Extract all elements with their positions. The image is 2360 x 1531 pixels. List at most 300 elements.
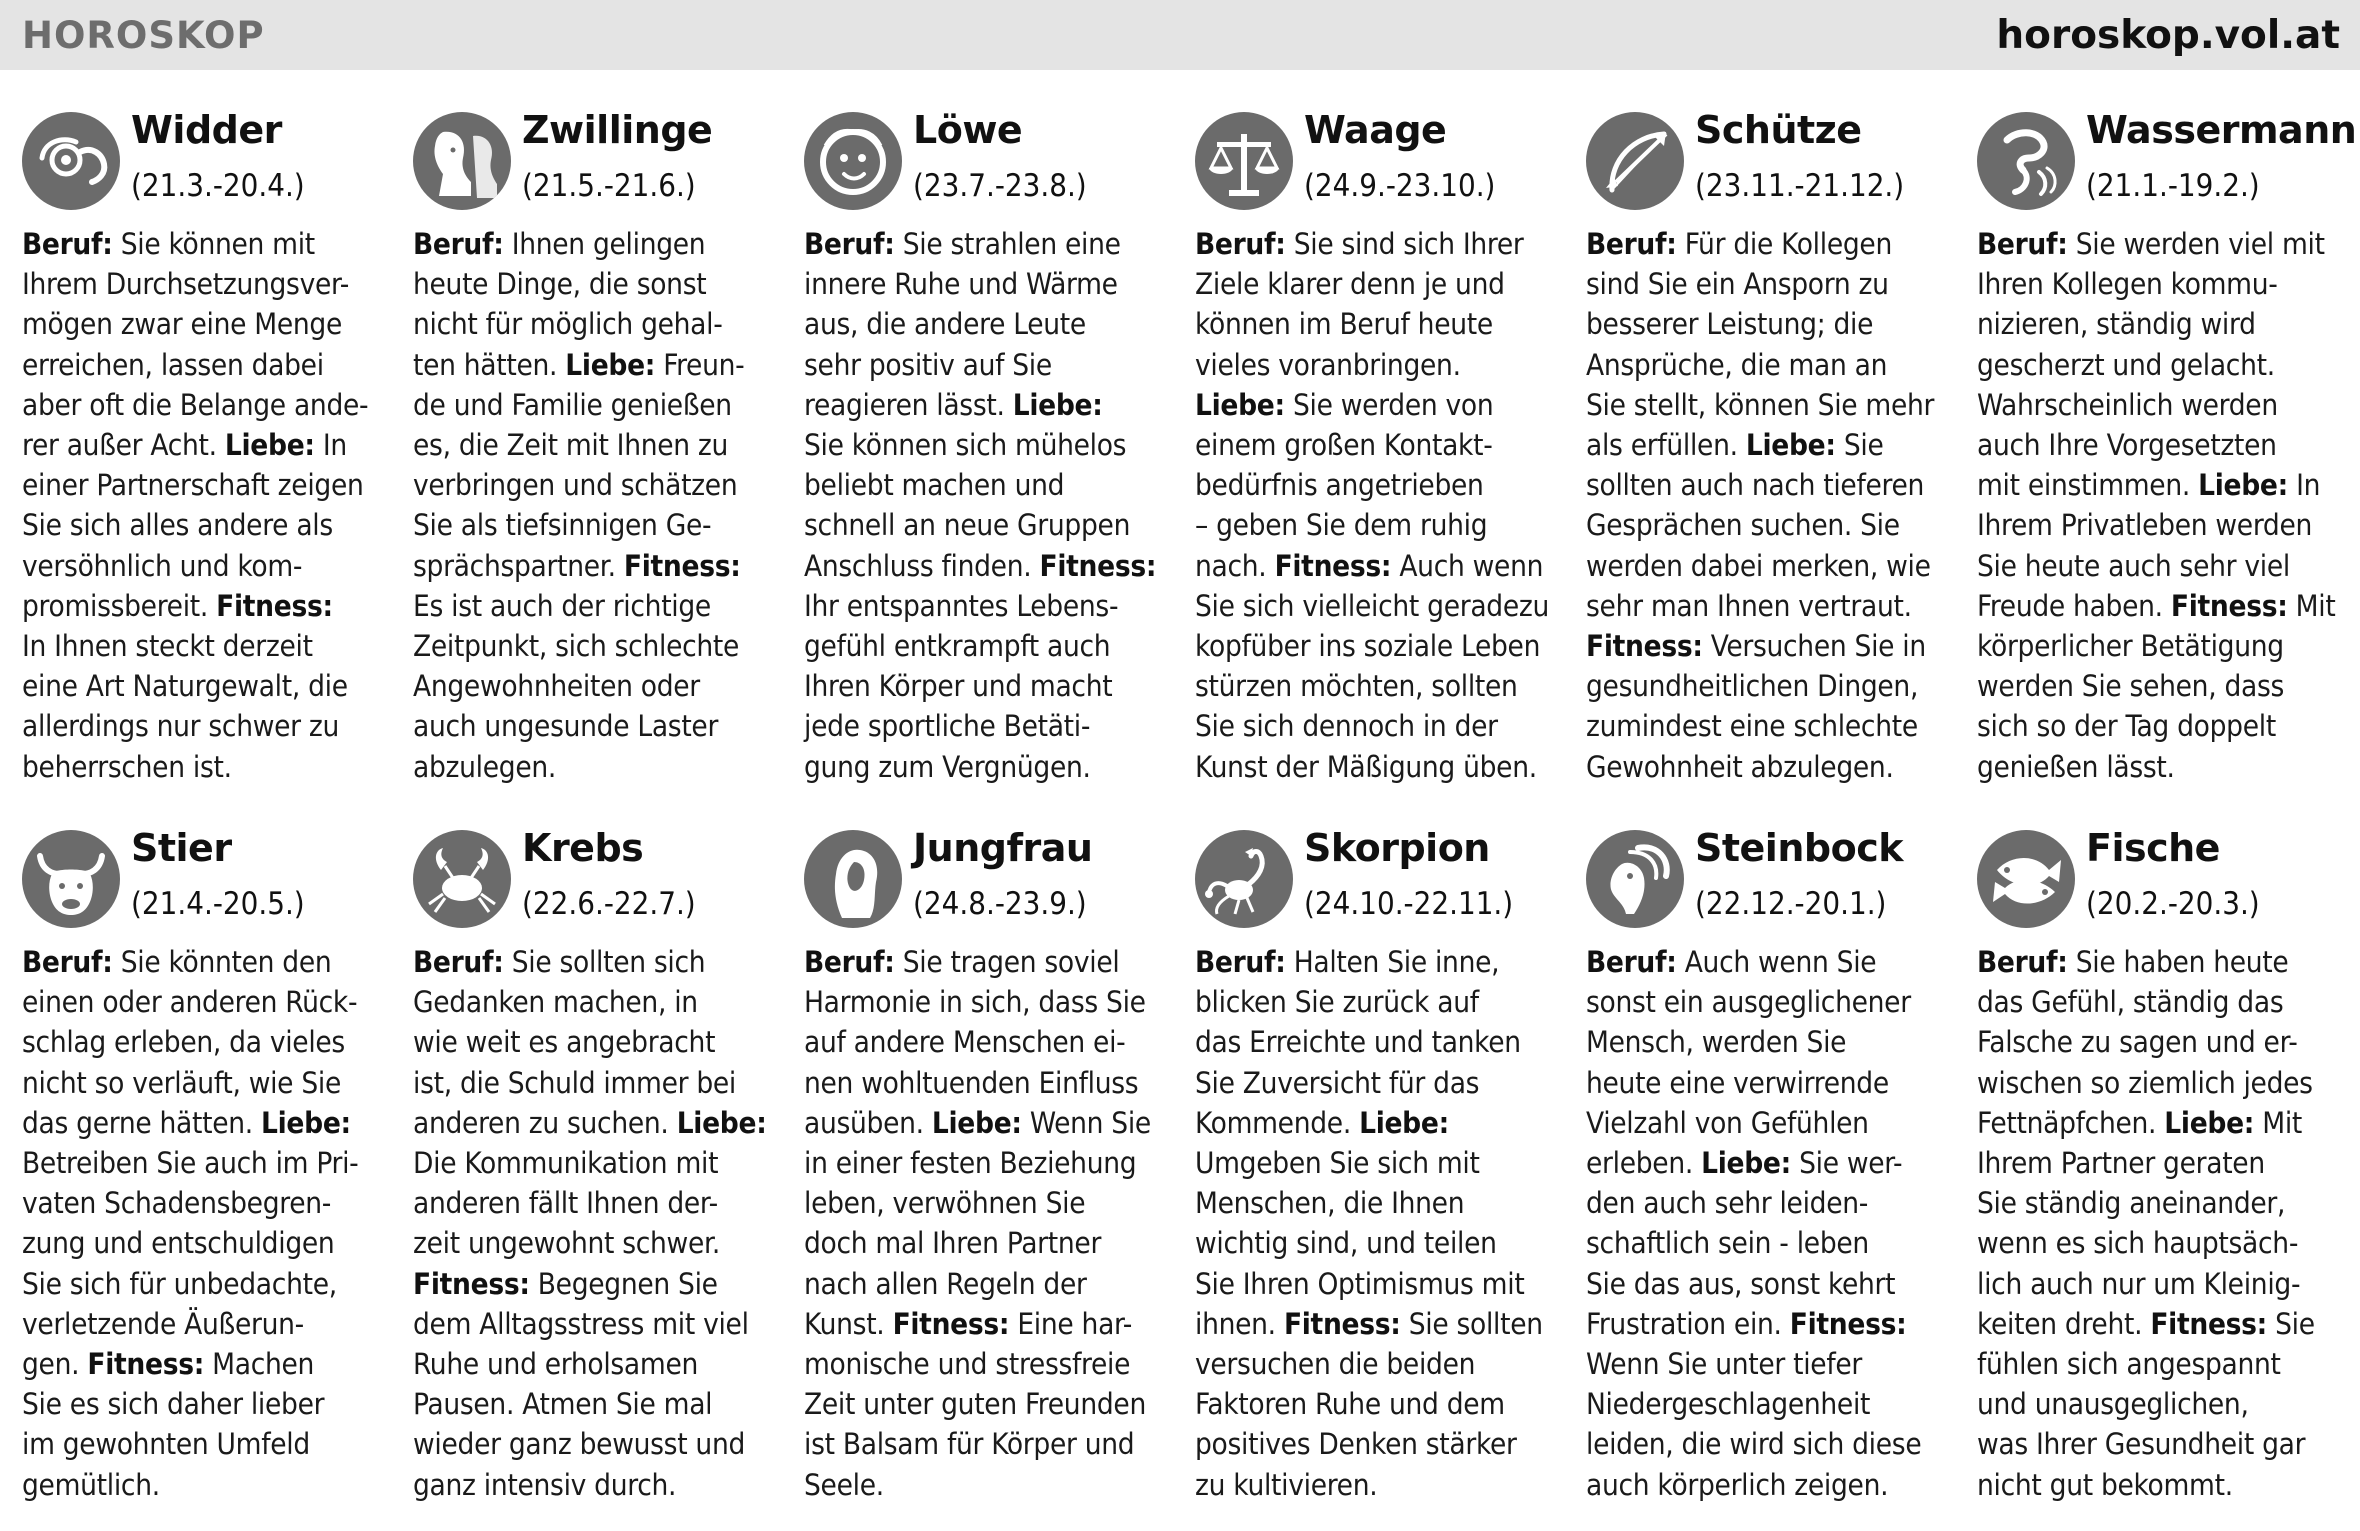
text-line — [1195, 706, 1563, 746]
card-header — [1977, 108, 2357, 224]
body-text: Sie das aus, sonst kehrt — [1586, 1266, 1896, 1301]
sign-dates: (23.7.-23.8.) — [913, 168, 1087, 204]
text-line — [804, 1103, 1172, 1143]
body-text: ihnen. — [1195, 1306, 1284, 1341]
text-line — [1977, 224, 2345, 264]
site-url: horoskop.vol.at — [1996, 12, 2340, 58]
body-text: rer außer Acht. — [22, 428, 225, 463]
body-text: ist, die Schuld immer bei — [413, 1065, 737, 1100]
text-line — [1977, 264, 2345, 304]
body-text: Sie sind sich Ihrer — [1285, 227, 1524, 261]
lion-icon — [804, 112, 902, 210]
body-text: Sie tragen soviel — [894, 945, 1120, 979]
body-text: Mensch, werden Sie — [1586, 1025, 1847, 1060]
body-text: anderen zu suchen. — [413, 1105, 677, 1140]
text-line — [1586, 1344, 1954, 1384]
card-header — [1977, 826, 2345, 942]
body-text: das Erreichte und tanken — [1195, 1025, 1521, 1060]
body-text: einer Partnerschaft zeigen — [22, 468, 364, 503]
body-text: sonst ein ausgeglichener — [1586, 985, 1911, 1020]
body-text: Sie könnten den — [112, 945, 332, 979]
body-text: Harmonie in sich, dass Sie — [804, 985, 1146, 1020]
crab-icon — [413, 830, 511, 928]
body-text: stürzen möchten, sollten — [1195, 669, 1518, 704]
card-header — [413, 108, 781, 224]
ram-icon — [22, 112, 120, 210]
body-text: ganz intensiv durch. — [413, 1467, 677, 1502]
body-text: auch körperlich zeigen. — [1586, 1467, 1889, 1502]
body-text: Sie werden von — [1284, 387, 1494, 422]
text-line — [413, 1183, 781, 1223]
card-header — [1195, 108, 1563, 224]
text-line — [1195, 505, 1563, 545]
horoscope-card-krebs — [413, 826, 781, 1505]
text-line — [1195, 1304, 1563, 1344]
body-text: Sie Zuversicht für das — [1195, 1065, 1480, 1100]
horoscope-text — [1977, 942, 2345, 1505]
body-text: bedürfnis angetrieben — [1195, 468, 1484, 503]
body-text: Halten Sie inne, — [1285, 945, 1500, 979]
body-text: wenn es sich hauptsäch- — [1977, 1226, 2299, 1261]
horoscope-text — [22, 942, 390, 1505]
section-label: Liebe: — [1745, 428, 1836, 463]
horoscope-text — [1195, 224, 1563, 787]
section-label: Fitness: — [1039, 548, 1157, 583]
text-line — [1977, 546, 2345, 586]
text-line — [22, 264, 390, 304]
body-text: Ansprüche, die man an — [1586, 347, 1888, 382]
body-text: Faktoren Ruhe und dem — [1195, 1387, 1505, 1422]
body-text: lich auch nur um Kleinig- — [1977, 1266, 2301, 1301]
sign-name: Fische — [2086, 826, 2220, 870]
body-text: verletzende Äußerun- — [22, 1306, 304, 1341]
text-line — [413, 1304, 781, 1344]
sign-dates: (22.12.-20.1.) — [1695, 886, 1887, 922]
section-label: Fitness: — [1274, 548, 1392, 583]
body-text: als erfüllen. — [1586, 428, 1746, 463]
text-line — [804, 465, 1172, 505]
section-label: Beruf: — [1586, 945, 1677, 979]
horoscope-text — [804, 942, 1172, 1505]
text-line — [804, 425, 1172, 465]
card-header — [1195, 826, 1563, 942]
sign-dates: (21.3.-20.4.) — [131, 168, 305, 204]
text-line — [1586, 465, 1954, 505]
body-text: nizieren, ständig wird — [1977, 307, 2256, 342]
body-text: auch Ihre Vorgesetzten — [1977, 428, 2277, 463]
body-text: Sie ständig aneinander, — [1977, 1186, 2286, 1221]
text-line — [22, 1304, 390, 1344]
body-text: können im Beruf heute — [1195, 307, 1493, 342]
text-line — [1195, 942, 1563, 982]
body-text: Die Kommunikation mit — [413, 1146, 719, 1181]
body-text: werden Sie sehen, dass — [1977, 669, 2285, 704]
body-text: es, die Zeit mit Ihnen zu — [413, 428, 729, 463]
text-line — [1977, 304, 2345, 344]
text-line — [22, 1022, 390, 1062]
body-text: blicken Sie zurück auf — [1195, 985, 1479, 1020]
body-text: gesundheitlichen Dingen, — [1586, 669, 1919, 704]
text-line — [1586, 546, 1954, 586]
body-text: ten hätten. — [413, 347, 566, 382]
text-line — [804, 982, 1172, 1022]
body-text: Seele. — [804, 1467, 884, 1502]
text-line — [413, 586, 781, 626]
text-line — [22, 385, 390, 425]
bull-icon — [22, 830, 120, 928]
text-line — [22, 1344, 390, 1384]
body-text: erreichen, lassen dabei — [22, 347, 324, 382]
page-title: HOROSKOP — [22, 13, 265, 57]
horoscope-text — [1586, 942, 1954, 1505]
body-text: innere Ruhe und Wärme — [804, 267, 1118, 302]
body-text: – geben Sie dem ruhig — [1195, 508, 1488, 543]
text-line — [804, 385, 1172, 425]
body-text: zumindest eine schlechte — [1586, 709, 1918, 744]
text-line — [1195, 1063, 1563, 1103]
body-text: erleben. — [1586, 1146, 1702, 1181]
body-text: Frustration ein. — [1586, 1306, 1790, 1341]
body-text: abzulegen. — [413, 749, 557, 784]
section-label: Beruf: — [22, 945, 113, 979]
text-line — [1195, 1344, 1563, 1384]
text-line — [1586, 1424, 1954, 1464]
text-line — [804, 1022, 1172, 1062]
sign-name: Schütze — [1695, 108, 1862, 152]
text-line — [804, 224, 1172, 264]
body-text: Sie stellt, können Sie mehr — [1586, 387, 1935, 422]
text-line — [1586, 1304, 1954, 1344]
text-line — [413, 385, 781, 425]
card-header — [1586, 108, 1954, 224]
horoscope-text — [22, 224, 390, 787]
text-line — [1586, 1223, 1954, 1263]
text-line — [804, 706, 1172, 746]
body-text: Ruhe und erholsamen — [413, 1347, 699, 1382]
water-bearer-icon — [1977, 112, 2075, 210]
sign-dates: (24.10.-22.11.) — [1304, 886, 1514, 922]
text-line — [804, 1465, 1172, 1505]
body-text: Ihren Kollegen kommu- — [1977, 267, 2278, 302]
text-line — [413, 747, 781, 787]
body-text: den auch sehr leiden- — [1586, 1186, 1869, 1221]
text-line — [1977, 345, 2345, 385]
text-line — [413, 1424, 781, 1464]
body-text: aus, die andere Leute — [804, 307, 1086, 342]
text-line — [413, 1264, 781, 1304]
body-text: ist Balsam für Körper und — [804, 1427, 1135, 1462]
section-label: Beruf: — [1977, 945, 2068, 979]
section-label: Liebe: — [1012, 387, 1103, 422]
text-line — [1977, 1424, 2345, 1464]
body-text: nicht für möglich gehal- — [413, 307, 723, 342]
body-text: Ihrem Partner geraten — [1977, 1146, 2265, 1181]
body-text: Freude haben. — [1977, 588, 2171, 623]
text-line — [413, 304, 781, 344]
text-line — [22, 666, 390, 706]
body-text: eine Art Naturgewalt, die — [22, 669, 348, 704]
text-line — [413, 666, 781, 706]
body-text: Sie sollten sich — [503, 945, 706, 979]
text-line — [413, 264, 781, 304]
body-text: In Ihnen steckt derzeit — [22, 629, 313, 664]
text-line — [1195, 304, 1563, 344]
text-line — [1586, 586, 1954, 626]
text-line — [1195, 586, 1563, 626]
body-text: schnell an neue Gruppen — [804, 508, 1131, 543]
text-line — [1977, 1063, 2345, 1103]
body-text: nen wohltuenden Einfluss — [804, 1065, 1139, 1100]
body-text: Vielzahl von Gefühlen — [1586, 1105, 1869, 1140]
text-line — [413, 546, 781, 586]
text-line — [1195, 1384, 1563, 1424]
text-line — [804, 666, 1172, 706]
body-text: und unausgeglichen, — [1977, 1387, 2249, 1422]
body-text: wieder ganz bewusst und — [413, 1427, 746, 1462]
text-line — [1586, 264, 1954, 304]
body-text: Sie sich vielleicht geradezu — [1195, 588, 1550, 623]
body-text: schaftlich sein - leben — [1586, 1226, 1869, 1261]
body-text: de und Familie genießen — [413, 387, 732, 422]
body-text: jede sportliche Betäti- — [804, 709, 1091, 744]
body-text: Sie es sich daher lieber — [22, 1387, 325, 1422]
body-text: Gedanken machen, in — [413, 985, 698, 1020]
body-text: wie weit es angebracht — [413, 1025, 716, 1060]
text-line — [413, 1384, 781, 1424]
text-line — [22, 626, 390, 666]
body-text: Pausen. Atmen Sie mal — [413, 1387, 713, 1422]
body-text: nicht gut bekommt. — [1977, 1467, 2233, 1502]
horoscope-card-löwe — [804, 108, 1172, 787]
section-label: Liebe: — [931, 1105, 1022, 1140]
text-line — [413, 345, 781, 385]
horoscope-text — [1195, 942, 1563, 1505]
horoscope-card-jungfrau — [804, 826, 1172, 1505]
text-line — [413, 1063, 781, 1103]
text-line — [1586, 304, 1954, 344]
sign-dates: (21.5.-21.6.) — [522, 168, 696, 204]
text-line — [1977, 982, 2345, 1022]
text-line — [1977, 1384, 2345, 1424]
body-text: ausüben. — [804, 1105, 932, 1140]
body-text: Sie — [1835, 428, 1884, 463]
body-text: sehr man Ihnen vertraut. — [1586, 588, 1912, 623]
body-text: sehr positiv auf Sie — [804, 347, 1052, 382]
body-text: Versuchen Sie in — [1702, 629, 1926, 664]
text-line — [1977, 586, 2345, 626]
sign-name: Jungfrau — [913, 826, 1093, 870]
text-line — [22, 1183, 390, 1223]
text-line — [413, 1344, 781, 1384]
text-line — [22, 224, 390, 264]
sign-name: Waage — [1304, 108, 1447, 152]
body-text: positives Denken stärker — [1195, 1427, 1517, 1462]
sign-name: Skorpion — [1304, 826, 1490, 870]
body-text: Menschen, die Ihnen — [1195, 1186, 1465, 1221]
horoscope-card-zwillinge — [413, 108, 781, 787]
body-text: Sie — [2266, 1306, 2315, 1341]
sign-dates: (21.4.-20.5.) — [131, 886, 305, 922]
text-line — [22, 586, 390, 626]
text-line — [1977, 666, 2345, 706]
text-line — [1977, 1223, 2345, 1263]
text-line — [1977, 626, 2345, 666]
body-text: Sie können sich mühelos — [804, 428, 1127, 463]
section-label: Liebe: — [565, 347, 656, 382]
body-text: heute eine verwirrende — [1586, 1065, 1889, 1100]
section-label: Beruf: — [804, 227, 895, 261]
body-text: werden dabei merken, wie — [1586, 548, 1931, 583]
text-line — [1195, 385, 1563, 425]
horoscope-card-widder — [22, 108, 390, 787]
body-text: Eine har- — [1009, 1306, 1133, 1341]
text-line — [1586, 706, 1954, 746]
text-line — [1195, 1264, 1563, 1304]
body-text: Wenn Sie unter tiefer — [1586, 1347, 1863, 1382]
fish-icon — [1977, 830, 2075, 928]
body-text: beherrschen ist. — [22, 749, 232, 784]
body-text: Begegnen Sie — [529, 1266, 718, 1301]
body-text: zung und entschuldigen — [22, 1226, 335, 1261]
section-label: Fitness: — [1586, 629, 1703, 664]
body-text: Sie wer- — [1790, 1146, 1903, 1181]
horoscope-card-schütze — [1586, 108, 1954, 787]
text-line — [1977, 385, 2345, 425]
sign-name: Widder — [131, 108, 282, 152]
text-line — [413, 982, 781, 1022]
body-text: Ihren Körper und macht — [804, 669, 1113, 704]
text-line — [804, 1384, 1172, 1424]
card-header — [413, 826, 781, 942]
body-text: gefühl entkrampft auch — [804, 629, 1111, 664]
body-text: Wenn Sie — [1021, 1105, 1151, 1140]
sign-dates: (24.8.-23.9.) — [913, 886, 1087, 922]
body-text: genießen lässt. — [1977, 749, 2175, 784]
body-text: Sie heute auch sehr viel — [1977, 548, 2290, 583]
text-line — [804, 1063, 1172, 1103]
text-line — [1195, 982, 1563, 1022]
text-line — [1586, 982, 1954, 1022]
text-line — [1586, 1264, 1954, 1304]
text-line — [22, 465, 390, 505]
text-line — [1977, 1143, 2345, 1183]
text-line — [22, 1264, 390, 1304]
text-line — [1195, 345, 1563, 385]
text-line — [1195, 425, 1563, 465]
body-text: wischen so ziemlich jedes — [1977, 1065, 2313, 1100]
text-line — [413, 1022, 781, 1062]
text-line — [1977, 747, 2345, 787]
section-label: Beruf: — [1977, 227, 2068, 261]
body-text: Anschluss finden. — [804, 548, 1040, 583]
text-line — [804, 1143, 1172, 1183]
text-line — [804, 505, 1172, 545]
body-text: einem großen Kontakt- — [1195, 428, 1493, 463]
body-text: Betreiben Sie auch im Pri- — [22, 1146, 359, 1181]
body-text: Sie werden viel mit — [2067, 227, 2325, 261]
text-line — [804, 747, 1172, 787]
body-text: Ihrem Privatleben werden — [1977, 508, 2313, 543]
text-line — [22, 546, 390, 586]
text-line — [22, 982, 390, 1022]
body-text: einen oder anderen Rück- — [22, 985, 358, 1020]
text-line — [413, 706, 781, 746]
body-text: verbringen und schätzen — [413, 468, 738, 503]
body-text: mögen zwar eine Menge — [22, 307, 343, 342]
section-label: Fitness: — [623, 548, 741, 583]
text-line — [1586, 1384, 1954, 1424]
body-text: Niedergeschlagenheit — [1586, 1387, 1871, 1422]
body-text: Sie sich dennoch in der — [1195, 709, 1498, 744]
text-line — [1195, 1465, 1563, 1505]
body-text: was Ihrer Gesundheit gar — [1977, 1427, 2306, 1462]
sign-name: Löwe — [913, 108, 1023, 152]
body-text: Sie sollten — [1400, 1306, 1543, 1341]
text-line — [1586, 505, 1954, 545]
text-line — [413, 425, 781, 465]
body-text: Machen — [204, 1347, 315, 1382]
sign-name: Steinbock — [1695, 826, 1903, 870]
body-text: fühlen sich angespannt — [1977, 1347, 2281, 1382]
section-label: Fitness: — [216, 588, 333, 623]
text-line — [804, 1344, 1172, 1384]
text-line — [804, 345, 1172, 385]
text-line — [22, 1143, 390, 1183]
body-text: Falsche zu sagen und er- — [1977, 1025, 2298, 1060]
body-text: versuchen die beiden — [1195, 1347, 1476, 1382]
body-text: monische und stressfreie — [804, 1347, 1131, 1382]
text-line — [1586, 1465, 1954, 1505]
sign-name: Krebs — [522, 826, 644, 870]
text-line — [804, 942, 1172, 982]
body-text: zeit ungewohnt schwer. — [413, 1226, 721, 1261]
section-label: Liebe: — [261, 1105, 351, 1140]
body-text: nach allen Regeln der — [804, 1266, 1087, 1301]
body-text: wichtig sind, und teilen — [1195, 1226, 1497, 1261]
archer-icon — [1586, 112, 1684, 210]
text-line — [804, 264, 1172, 304]
body-text: auch ungesunde Laster — [413, 709, 719, 744]
text-line — [22, 505, 390, 545]
body-text: beliebt machen und — [804, 468, 1065, 503]
text-line — [22, 1223, 390, 1263]
body-text: In — [2287, 468, 2321, 503]
horoscope-card-steinbock — [1586, 826, 1954, 1505]
text-line — [1977, 1022, 2345, 1062]
text-line — [413, 1103, 781, 1143]
text-line — [1195, 1143, 1563, 1183]
section-label: Fitness: — [2170, 588, 2288, 623]
sign-dates: (20.2.-20.3.) — [2086, 886, 2260, 922]
body-text: keiten dreht. — [1977, 1306, 2151, 1341]
section-label: Fitness: — [413, 1266, 530, 1301]
body-text: vieles voranbringen. — [1195, 347, 1461, 382]
text-line — [804, 1183, 1172, 1223]
scorpion-icon — [1195, 830, 1293, 928]
body-text: versöhnlich und kom- — [22, 548, 303, 583]
text-line — [1195, 224, 1563, 264]
body-text: kopfüber ins soziale Leben — [1195, 629, 1541, 664]
body-text: auf andere Menschen ei- — [804, 1025, 1126, 1060]
body-text: Mit — [2254, 1105, 2303, 1140]
text-line — [1586, 942, 1954, 982]
card-header — [1586, 826, 1954, 942]
text-line — [1977, 1304, 2345, 1344]
text-line — [413, 1465, 781, 1505]
horoscope-card-skorpion — [1195, 826, 1563, 1505]
body-text: gescherzt und gelacht. — [1977, 347, 2275, 382]
sign-name: Zwillinge — [522, 108, 713, 152]
